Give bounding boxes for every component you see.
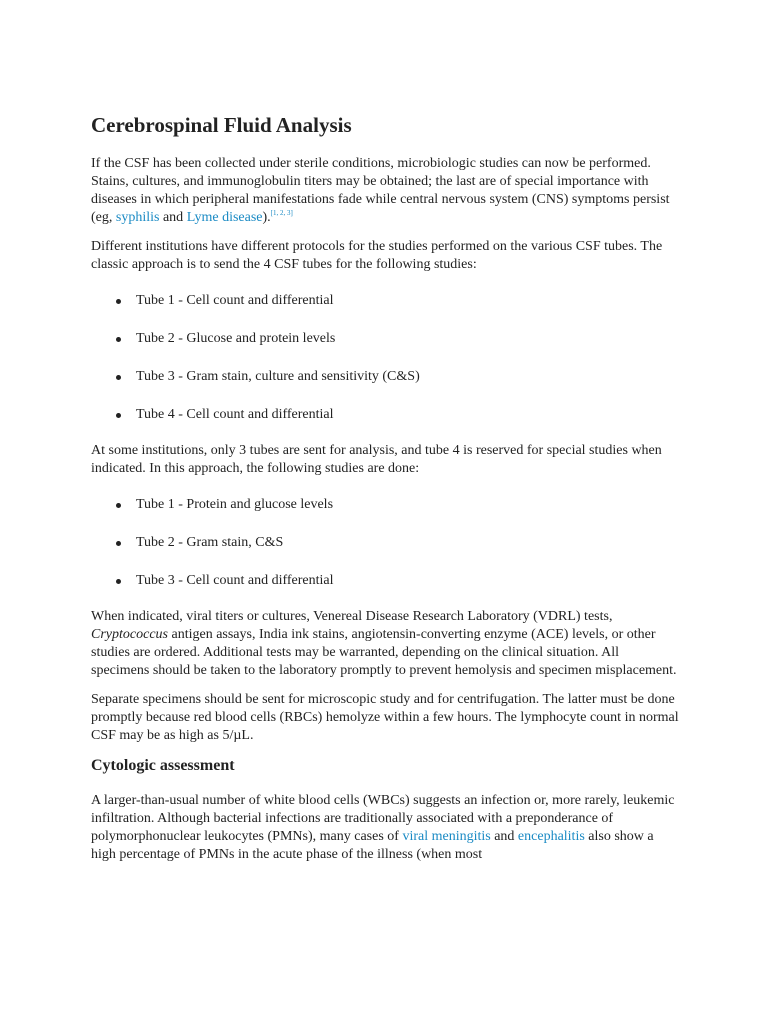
viral-meningitis-link[interactable]: viral meningitis [402,829,491,844]
intro-paragraph: If the CSF has been collected under sterile conditions, microbiologic studies can now be performed. Stains, cultures, and immunoglobulin titers may be obtained; the last are of special importance with diseases in which peripheral manifestations fade while central nervous system (CNS) symptoms persist (eg, syphilis and Lyme disease).[1, 2, 3] [91,156,670,225]
specimen-paragraph: Separate specimens should be sent for microscopic study and for centrifugation. The latter must be done promptly because red blood cells (RBCs) hemolyze within a few hours. The lymphocyte count in normal CSF may be as high as 5/µL. [91,692,679,743]
intro-text: If the CSF has been collected under sterile conditions, microbiologic studies can now be performed. Stains, cultures, and immunoglobulin titers may be obtained; the last are of special importance with diseases in which peripheral manifestations fade while central nervous system (CNS) symptoms persist (eg, [91,156,670,225]
list-item: Tube 3 - Cell count and differential [91,572,680,590]
cryptococcus-term: Cryptococcus [91,627,168,642]
three-tube-paragraph: At some institutions, only 3 tubes are sent for analysis, and tube 4 is reserved for special studies when indicated. In this approach, the following studies are done: [91,443,662,476]
list-item: Tube 2 - Gram stain, C&S [91,534,680,552]
section-heading: Cytologic assessment [91,757,235,774]
list-item: Tube 2 - Glucose and protein levels [91,330,680,348]
page-title: Cerebrospinal Fluid Analysis [91,113,352,137]
cytologic-paragraph: A larger-than-usual number of white blood cells (WBCs) suggests an infection or, more rarely, leukemic infiltration. Although bacterial infections are traditionally associated with a preponderance of polymorphonuclear leukocytes (PMNs), many cases of viral meningitis and encephalitis also show a high percentage of PMNs in the acute phase of the illness (when most [91,793,675,862]
list-item: Tube 3 - Gram stain, culture and sensitivity (C&S) [91,368,680,386]
syphilis-link[interactable]: syphilis [115,210,160,225]
list-item: Tube 1 - Protein and glucose levels [91,496,680,514]
four-tube-list [91,292,680,424]
reference-link[interactable]: [1, 2, 3] [270,209,293,217]
list-item: Tube 1 - Cell count and differential [91,292,680,310]
lyme-disease-link[interactable]: Lyme disease [186,210,263,225]
special-studies-paragraph: When indicated, viral titers or cultures, Venereal Disease Research Laboratory (VDRL) tests, Cryptococcus antigen assays, India ink stains, angiotensin-converting enzyme (ACE) levels, or other studies are ordered. Additional tests may be warranted, depending on the clinical situation. All specimens should be taken to the laboratory promptly to prevent hemolysis and specimen misplacement. [91,609,677,678]
three-tube-list [91,496,680,590]
encephalitis-link[interactable]: encephalitis [517,829,585,844]
protocol-paragraph: Different institutions have different protocols for the studies performed on the various CSF tubes. The classic approach is to send the 4 CSF tubes for the following studies: [91,239,663,272]
list-item: Tube 4 - Cell count and differential [91,406,680,424]
